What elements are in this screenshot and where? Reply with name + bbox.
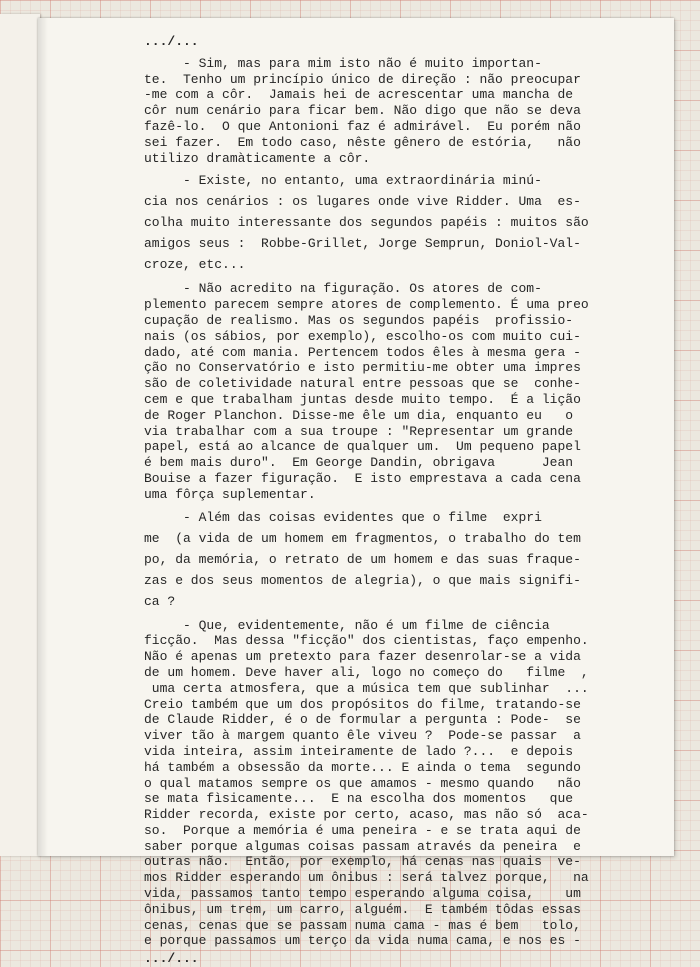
text-line: - Que, evidentemente, não é um filme de ciência	[144, 617, 550, 633]
paragraph	[144, 170, 654, 275]
paragraph	[144, 281, 654, 502]
paragraph	[144, 618, 654, 950]
text-line: te. Tenho um princípio único de direção : não preocupar	[144, 71, 581, 87]
text-line: - Além das coisas evidentes que o filme expri	[144, 509, 542, 525]
text-line: papel, está ao alcance de qualquer um. Um pequeno papel	[144, 439, 581, 455]
text-line: vida, passamos tanto tempo esperando alguma coisa, um	[144, 886, 581, 902]
text-line: é bem mais duro". Em George Dandin, obrigava Jean	[144, 455, 574, 471]
text-line: - Existe, no entanto, uma extraordinária minú-	[144, 173, 542, 189]
text-line: outras não. Então, por exemplo, há cenas nas quais ve-	[144, 854, 581, 870]
text-line: ônibus, um trem, um carro, alguém. E também tôdas essas	[144, 901, 581, 917]
text-line: -me com a côr. Jamais hei de acrescentar uma mancha de	[144, 87, 574, 103]
text-line: so. Porque a memória é uma peneira - e se trata aqui de	[144, 822, 581, 838]
text-line: e porque passamos um terço da vida numa cama, e nos es -	[144, 933, 581, 949]
text-line: sei fazer. Em todo caso, nêste gênero de estória, não	[144, 134, 581, 150]
text-line: há também a obsessão da morte... E ainda o tema segundo	[144, 759, 581, 775]
text-line: uma fôrça suplementar.	[144, 486, 316, 502]
text-line: Não é apenas um pretexto para fazer desenrolar-se a vida	[144, 649, 581, 665]
text-line: saber porque algumas coisas passam através da peneira e	[144, 838, 581, 854]
text-line: cem e que trabalham juntas desde muito tempo. É a lição	[144, 391, 581, 407]
text-line: uma certa atmosfera, que a música tem que sublinhar ...	[144, 680, 589, 696]
text-line: po, da memória, o retrato de um homem e das suas fraque-	[144, 551, 581, 567]
continuation-marker-top: .../...	[144, 34, 199, 49]
text-line: Bouise a fazer figuração. E isto emprestava a cada cena	[144, 470, 581, 486]
paragraph-container	[144, 56, 654, 949]
text-line: cia nos cenários : os lugares onde vive Ridder. Uma es-	[144, 194, 581, 210]
text-line: me (a vida de um homem em fragmentos, o trabalho do tem	[144, 530, 581, 546]
adjacent-page-edge	[0, 14, 40, 856]
text-line: amigos seus : Robbe-Grillet, Jorge Semprun, Doniol-Val-	[144, 236, 581, 252]
text-line: são de coletividade natural entre pessoas que se conhe-	[144, 376, 581, 392]
text-line: de um homem. Deve haver ali, logo no começo do filme ,	[144, 664, 589, 680]
document-page	[38, 18, 674, 967]
text-line: colha muito interessante dos segundos papéis : muitos são	[144, 215, 589, 231]
text-line: Creio também que um dos propósitos do filme, tratando-se	[144, 696, 581, 712]
paragraph	[144, 56, 654, 167]
text-line: ficção. Mas dessa "ficção" dos cientistas, faço empenho.	[144, 633, 589, 649]
text-line: fazê-lo. O que Antonioni faz é admirável. Eu porém não	[144, 118, 581, 134]
text-line: vida inteira, assim inteiramente de lado ?... e depois	[144, 743, 574, 759]
text-line: de Claude Ridder, é o de formular a pergunta : Pode- se	[144, 712, 581, 728]
text-line: - Não acredito na figuração. Os atores de com-	[144, 281, 542, 297]
text-line: Ridder recorda, existe por certo, acaso, mas não só aca-	[144, 807, 589, 823]
text-line: utilizo dramàticamente a côr.	[144, 150, 371, 166]
continuation-marker-bottom: .../...	[144, 951, 199, 967]
text-line: - Sim, mas para mim isto não é muito importan-	[144, 55, 542, 71]
text-line: côr num cenário para ficar bem. Não digo que não se deva	[144, 103, 581, 119]
paragraph	[144, 507, 654, 612]
text-line: o qual matamos sempre os que amamos - mesmo quando não	[144, 775, 581, 791]
text-line: zas e dos seus momentos de alegria), o que mais signifi-	[144, 572, 581, 588]
text-line: via trabalhar com a sua troupe : "Representar um grande	[144, 423, 574, 439]
text-line: cupação de realismo. Mas os segundos papéis profissio-	[144, 312, 574, 328]
text-line: cenas, cenas que se passam numa cama - mas é bem tolo,	[144, 917, 581, 933]
text-line: viver tão à margem quanto êle viveu ? Pode-se passar a	[144, 728, 581, 744]
text-line: de Roger Planchon. Disse-me êle um dia, enquanto eu o	[144, 407, 574, 423]
typed-text-body	[144, 34, 654, 967]
text-line: ca ?	[144, 593, 176, 609]
text-line: nais (os sábios, por exemplo), escolho-os com muito cui-	[144, 328, 581, 344]
text-line: se mata fìsicamente... E na escolha dos momentos que	[144, 791, 574, 807]
text-line: dado, até com mania. Pertencem todos êles à mesma gera -	[144, 344, 581, 360]
text-line: mos Ridder esperando um ônibus : será talvez porque, na	[144, 870, 589, 886]
text-line: plemento parecem sempre atores de complemento. É uma preo	[144, 297, 589, 313]
text-line: ção no Conservatório e isto permitiu-me obter uma impres	[144, 360, 581, 376]
text-line: croze, etc...	[144, 257, 246, 273]
